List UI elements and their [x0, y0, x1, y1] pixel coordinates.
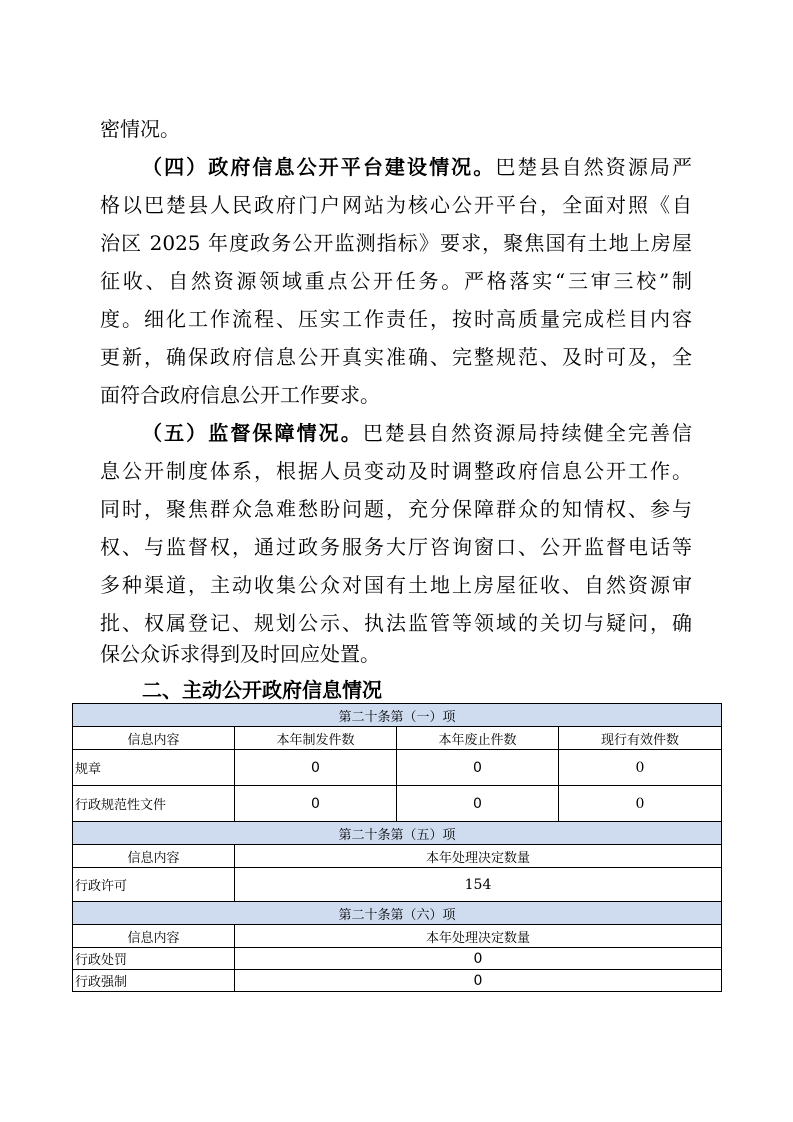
table-section-title: 第二十条第（五）项: [73, 822, 722, 845]
table-header-cell: 信息内容: [73, 925, 235, 948]
table-section-row: [73, 902, 722, 925]
table-header-cell: 本年处理决定数量: [235, 925, 722, 948]
table-header-cell: 现行有效件数: [559, 727, 722, 750]
table-header-cell: 本年制发件数: [235, 727, 397, 750]
table-section-title: 第二十条第（六）项: [73, 902, 722, 925]
table-header-row: [73, 727, 722, 750]
table-cell-count: 0: [235, 970, 722, 992]
paragraph-line: 面符合政府信息公开工作要求。: [100, 383, 380, 407]
section-title: 二、主动公开政府信息情况: [142, 678, 382, 702]
paragraph-heading: （四）政府信息公开平台建设情况。: [142, 155, 496, 179]
table-section-row: [73, 704, 722, 727]
table-cell-issued: 0: [235, 750, 397, 786]
paragraph-line: 格以巴楚县人民政府门户网站为核心公开平台，全面对照《自: [100, 193, 692, 217]
paragraph-text: 巴楚县自然资源局持续健全完善信: [362, 421, 693, 445]
paragraph-line: 治区 2025 年度政务公开监测指标》要求，聚焦国有土地上房屋: [100, 231, 692, 255]
paragraph-line: 批、权属登记、规划公示、执法监管等领域的关切与疑问，确: [100, 611, 692, 635]
paragraph-text: 巴楚县自然资源局严: [495, 155, 693, 179]
table-cell-valid: 0: [559, 750, 722, 786]
paragraph-line: 多种渠道，主动收集公众对国有土地上房屋征收、自然资源审: [100, 573, 692, 597]
table-row: [73, 948, 722, 970]
paragraph-line: 保公众诉求得到及时回应处置。: [100, 642, 380, 666]
table-header-cell: 本年处理决定数量: [235, 845, 722, 868]
table-section-title: 第二十条第（一）项: [73, 704, 722, 727]
table-cell-valid: 0: [559, 786, 722, 822]
table-cell-count: 0: [235, 948, 722, 970]
table-header-cell: 信息内容: [73, 727, 235, 750]
table-row: [73, 970, 722, 992]
table-cell-count: 154: [235, 868, 722, 902]
paragraph-line: [142, 419, 692, 447]
paragraph-line: 密情况。: [100, 117, 180, 141]
paragraph-line: [142, 153, 692, 181]
disclosure-table: [72, 703, 722, 992]
table-row-label: 行政许可: [73, 868, 235, 902]
paragraph-line: 息公开制度体系，根据人员变动及时调整政府信息公开工作。: [100, 459, 692, 483]
table-cell-repealed: 0: [397, 786, 559, 822]
table-row: [73, 750, 722, 786]
table-row-label: 规章: [73, 750, 235, 786]
table-row-label: 行政处罚: [73, 948, 235, 970]
paragraph-line: 同时，聚焦群众急难愁盼问题，充分保障群众的知情权、参与: [100, 497, 692, 521]
table-header-row: [73, 845, 722, 868]
table-section-row: [73, 822, 722, 845]
table-cell-issued: 0: [235, 786, 397, 822]
table-row: [73, 868, 722, 902]
table-header-cell: 信息内容: [73, 845, 235, 868]
table-row-label: 行政规范性文件: [73, 786, 235, 822]
table-header-row: [73, 925, 722, 948]
table-row: [73, 786, 722, 822]
paragraph-line: 权、与监督权，通过政务服务大厅咨询窗口、公开监督电话等: [100, 535, 692, 559]
table-header-cell: 本年废止件数: [397, 727, 559, 750]
paragraph-line: 度。细化工作流程、压实工作责任，按时高质量完成栏目内容: [100, 307, 692, 331]
table-row-label: 行政强制: [73, 970, 235, 992]
table-cell-repealed: 0: [397, 750, 559, 786]
paragraph-line: 征收、自然资源领域重点公开任务。严格落实“三审三校”制: [100, 269, 692, 293]
paragraph-heading: （五）监督保障情况。: [142, 421, 363, 445]
paragraph-line: 更新，确保政府信息公开真实准确、完整规范、及时可及，全: [100, 345, 692, 369]
